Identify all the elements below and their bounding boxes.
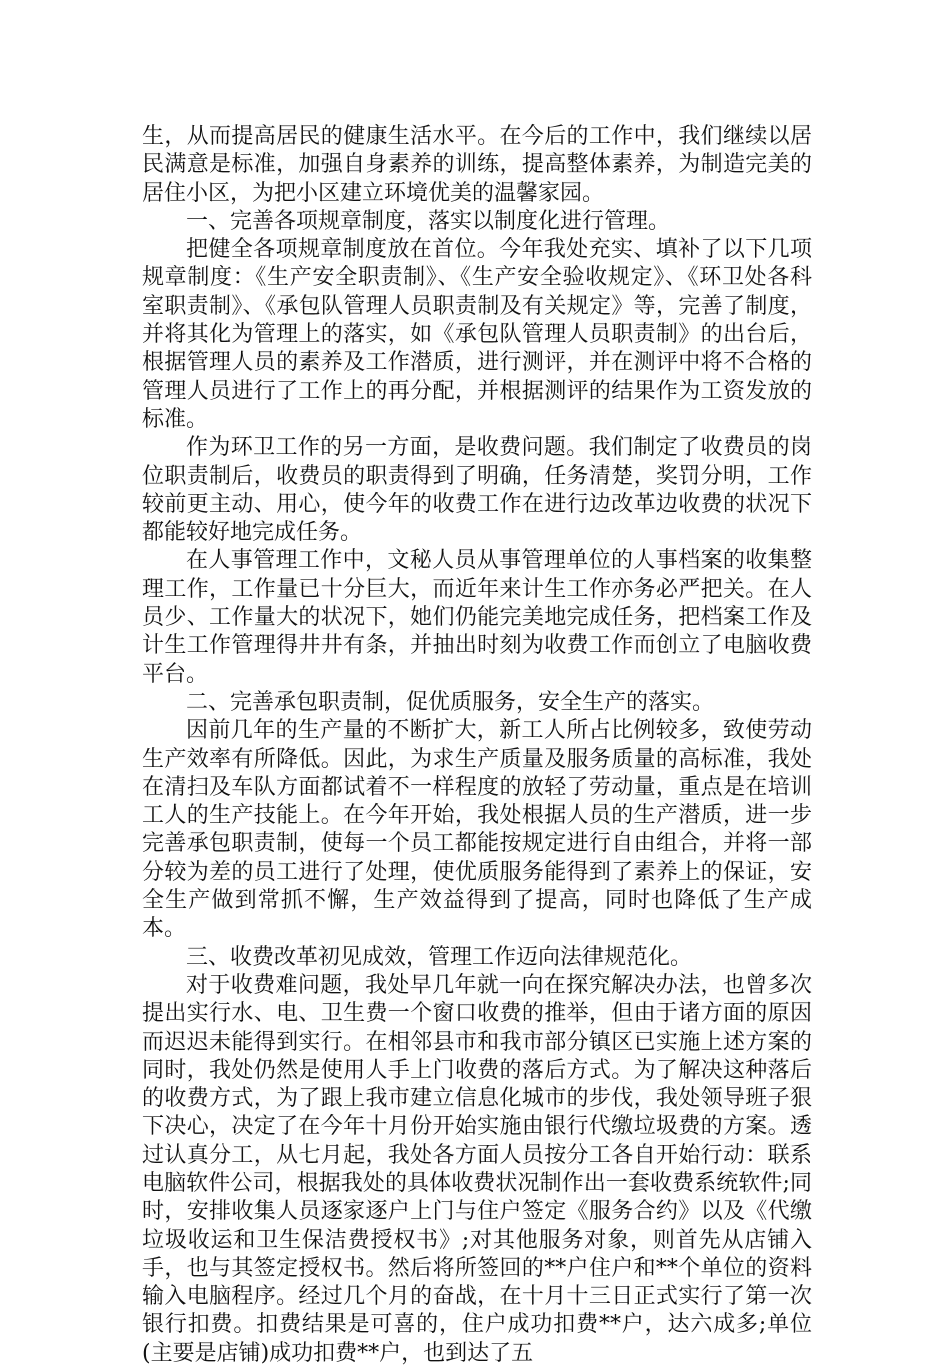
paragraph-regulations: 把健全各项规章制度放在首位。今年我处充实、填补了以下几项规章制度：《生产安全职责制》、《生产安全验收规定》、《环卫处各科室职责制》、《承包队管理人员职责制及有关规定》等，完善了制度，并将其化为管理上的落实，如《承包队管理人员职责制》的出台后，根据管理人员的素养及工作潜质，进行测评，并在测评中将不合格的管理人员进行了工作上的再分配，并根据测评的结果作为工资发放的标准。	[142, 237, 812, 432]
paragraph-contracting: 因前几年的生产量的不断扩大，新工人所占比例较多，致使劳动生产效率有所降低。因此，为求生产质量及服务质量的高标准，我处在清扫及车队方面都试着不一样程度的放轻了劳动量，重点是在培训工人的生产技能上。在今年开始，我处根据人员的生产潜质，进一步完善承包职责制，使每一个员工都能按规定进行自由组合，并将一部分较为差的员工进行了处理，使优质服务能得到了素养上的保证，安全生产做到常抓不懈，生产效益得到了提高，同时也降低了生产成本。	[142, 718, 812, 942]
paragraph-intro: 生，从而提高居民的健康生活水平。在今后的工作中，我们继续以居民满意是标准，加强自身素养的训练，提高整体素养，为制造完美的居住小区，为把小区建立环境优美的温馨家园。	[142, 124, 812, 206]
paragraph-personnel: 在人事管理工作中，文秘人员从事管理单位的人事档案的收集整理工作，工作量已十分巨大，而近年来计生工作亦务必严把关。在人员少、工作量大的状况下，她们仍能完美地完成任务，把档案工作及计生工作管理得井井有条，并抽出时刻为收费工作而创立了电脑收费平台。	[142, 548, 812, 687]
section-heading-2: 二、完善承包职责制，促优质服务，安全生产的落实。	[186, 689, 715, 715]
paragraph-fees: 作为环卫工作的另一方面，是收费问题。我们制定了收费员的岗位职责制后，收费员的职责得到了明确，任务清楚，奖罚分明，工作较前更主动、用心，使今年的收费工作在进行边改革边收费的状况下都能较好地完成任务。	[142, 435, 812, 546]
paragraph-fee-reform: 对于收费难问题，我处早几年就一向在探究解决办法，也曾多次提出实行水、电、卫生费一个窗口收费的推举，但由于诸方面的原因而迟迟未能得到实行。在相邻县市和我市部分镇区已实施上述方案的同时，我处仍然是使用人手上门收费的落后方式。为了解决这种落后的收费方式，为了跟上我市建立信息化城市的步伐，我处领导班子狠下决心，决定了在今年十月份开始实施由银行代缴垃圾费的方案。透过认真分工，从七月起，我处各方面人员按分工各自开始行动：联系电脑软件公司，根据我处的具体收费状况制作出一套收费系统软件;同时，安排收集人员逐家逐户上门与住户签定《服务合约》以及《代缴垃圾收运和卫生保洁费授权书》;对其他服务对象，则首先从店铺入手，也与其签定授权书。然后将所签回的**户住户和**个单位的资料输入电脑程序。经过几个月的奋战，在十月十三日正式实行了第一次银行扣费。扣费结果是可喜的，住户成功扣费**户，达六成多;单位(主要是店铺)成功扣费**户，也到达了五	[142, 972, 812, 1366]
section-heading-3: 三、收费改革初见成效，管理工作迈向法律规范化。	[186, 944, 693, 970]
document-page	[142, 123, 812, 1368]
section-heading-1: 一、完善各项规章制度，落实以制度化进行管理。	[186, 208, 671, 234]
